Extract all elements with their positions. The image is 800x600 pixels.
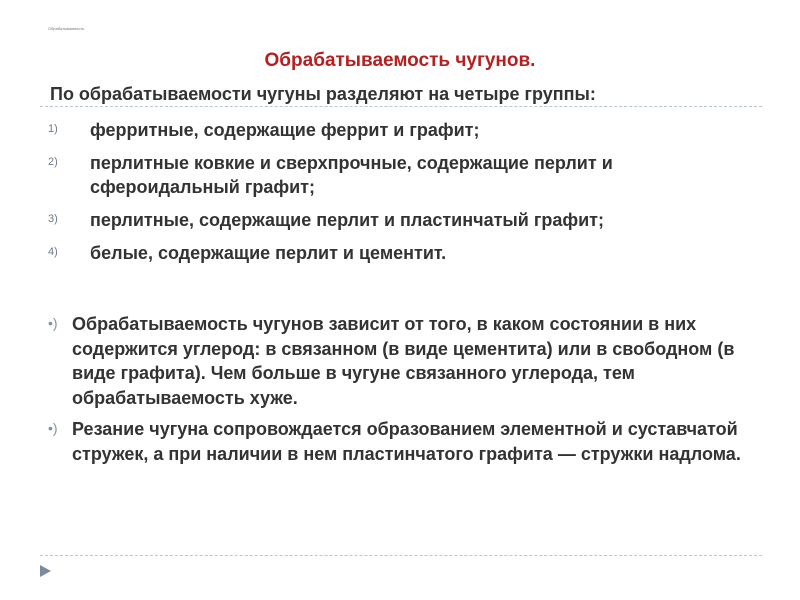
- points-list: [48, 312, 768, 473]
- group-text: белые, содержащие перлит и цементит.: [90, 243, 447, 263]
- point-text: Резание чугуна сопровождается образованием элементной и суставчатой стружек, а при наличии в нем пластинчатого графита — стружки надлома.: [72, 419, 741, 464]
- group-item: [48, 208, 760, 232]
- group-text: перлитные, содержащие перлит и пластинчатый графит;: [90, 210, 604, 230]
- slide-caption: Обрабатываемость: [48, 26, 85, 31]
- point-text: Обрабатываемость чугунов зависит от того, в каком состоянии в них содержится углерод: в связанном (в виде цементита) или в свободном (в виде графита). Чем больше в чугуне связанного углерода, тем обрабатываемость хуже.: [72, 314, 735, 408]
- triangle-right-icon[interactable]: [38, 564, 52, 578]
- group-number: 2): [48, 156, 58, 168]
- bullet-marker: •): [48, 420, 58, 436]
- group-item: [48, 151, 760, 199]
- group-item: [48, 118, 760, 142]
- bottom-divider: [40, 555, 762, 556]
- group-number: 3): [48, 213, 58, 225]
- group-number: 4): [48, 246, 58, 258]
- point-item: [48, 312, 768, 410]
- group-number: 1): [48, 123, 58, 135]
- intro-text: По обрабатываемости чугуны разделяют на четыре группы:: [50, 84, 596, 104]
- group-text: ферритные, содержащие феррит и графит;: [90, 120, 480, 140]
- group-item: [48, 241, 760, 265]
- bullet-marker: •): [48, 315, 58, 331]
- groups-list: [48, 118, 760, 274]
- slide-title: Обрабатываемость чугунов.: [264, 50, 536, 71]
- point-item: [48, 417, 768, 466]
- top-divider: [40, 106, 762, 107]
- group-text: перлитные ковкие и сверхпрочные, содержащие перлит и сфероидальный графит;: [90, 153, 613, 197]
